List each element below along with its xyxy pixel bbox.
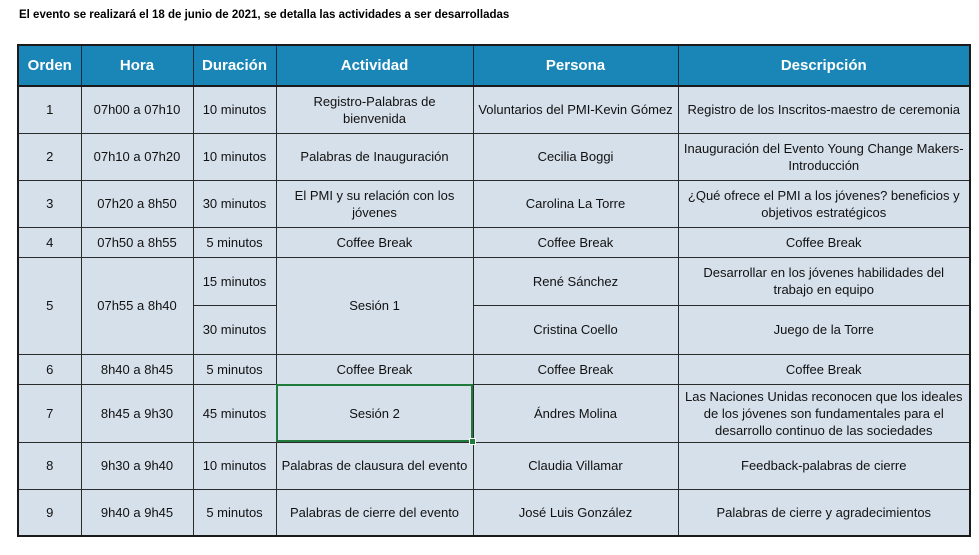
cell-orden[interactable]: 4 — [18, 227, 81, 257]
cell-actividad[interactable]: Coffee Break — [276, 354, 473, 384]
column-header-orden[interactable]: Orden — [18, 45, 81, 86]
cell-hora[interactable]: 07h00 a 07h10 — [81, 86, 193, 133]
cell-duracion[interactable]: 10 minutos — [193, 442, 276, 489]
cell-hora[interactable]: 8h45 a 9h30 — [81, 384, 193, 442]
schedule-table — [17, 44, 971, 537]
cell-descripcion[interactable]: Coffee Break — [678, 354, 970, 384]
cell-persona[interactable]: José Luis González — [473, 489, 678, 536]
cell-actividad[interactable]: El PMI y su relación con los jóvenes — [276, 180, 473, 227]
column-header-hora[interactable]: Hora — [81, 45, 193, 86]
cell-persona[interactable]: Coffee Break — [473, 227, 678, 257]
cell-orden[interactable]: 6 — [18, 354, 81, 384]
table-row — [18, 227, 970, 257]
cell-hora[interactable]: 9h40 a 9h45 — [81, 489, 193, 536]
column-header-actividad[interactable]: Actividad — [276, 45, 473, 86]
cell-persona[interactable]: Carolina La Torre — [473, 180, 678, 227]
cell-duracion[interactable]: 5 minutos — [193, 227, 276, 257]
cell-persona[interactable]: Cecilia Boggi — [473, 133, 678, 180]
cell-actividad[interactable]: Palabras de cierre del evento — [276, 489, 473, 536]
cell-actividad[interactable]: Registro-Palabras de bienvenida — [276, 86, 473, 133]
column-header-duracion[interactable]: Duración — [193, 45, 276, 86]
cell-descripcion[interactable]: Inauguración del Evento Young Change Makers-Introducción — [678, 133, 970, 180]
table-row — [18, 489, 970, 536]
cell-persona[interactable]: Coffee Break — [473, 354, 678, 384]
cell-orden[interactable]: 7 — [18, 384, 81, 442]
cell-descripcion[interactable]: Desarrollar en los jóvenes habilidades del trabajo en equipo — [678, 257, 970, 305]
table-row — [18, 384, 970, 442]
table-row — [18, 86, 970, 133]
cell-actividad-selected[interactable] — [276, 384, 473, 442]
cell-duracion[interactable]: 10 minutos — [193, 86, 276, 133]
cell-persona[interactable]: Claudia Villamar — [473, 442, 678, 489]
cell-actividad[interactable]: Palabras de Inauguración — [276, 133, 473, 180]
page-heading: El evento se realizará el 18 de junio de 2021, se detalla las actividades a ser desarrolladas — [19, 9, 510, 21]
cell-hora[interactable]: 07h50 a 8h55 — [81, 227, 193, 257]
cell-orden[interactable]: 8 — [18, 442, 81, 489]
cell-descripcion[interactable]: Feedback-palabras de cierre — [678, 442, 970, 489]
fill-handle[interactable] — [469, 438, 476, 445]
cell-orden[interactable]: 1 — [18, 86, 81, 133]
cell-duracion[interactable]: 5 minutos — [193, 354, 276, 384]
table-row — [18, 180, 970, 227]
cell-descripcion[interactable]: Juego de la Torre — [678, 305, 970, 354]
cell-actividad[interactable]: Sesión 1 — [276, 257, 473, 354]
table-row — [18, 442, 970, 489]
cell-duracion[interactable]: 5 minutos — [193, 489, 276, 536]
cell-orden[interactable]: 3 — [18, 180, 81, 227]
table-row — [18, 257, 970, 305]
cell-persona[interactable]: René Sánchez — [473, 257, 678, 305]
cell-descripcion[interactable]: Coffee Break — [678, 227, 970, 257]
column-header-descripcion[interactable]: Descripción — [678, 45, 970, 86]
cell-persona[interactable]: Cristina Coello — [473, 305, 678, 354]
cell-orden[interactable]: 9 — [18, 489, 81, 536]
cell-duracion[interactable]: 30 minutos — [193, 180, 276, 227]
cell-orden[interactable]: 5 — [18, 257, 81, 354]
cell-hora[interactable]: 07h20 a 8h50 — [81, 180, 193, 227]
cell-descripcion[interactable]: Las Naciones Unidas reconocen que los ideales de los jóvenes son fundamentales para el desarrollo continuo de las sociedades — [678, 384, 970, 442]
cell-descripcion[interactable]: ¿Qué ofrece el PMI a los jóvenes? beneficios y objetivos estratégicos — [678, 180, 970, 227]
cell-actividad[interactable]: Palabras de clausura del evento — [276, 442, 473, 489]
cell-duracion[interactable]: 10 minutos — [193, 133, 276, 180]
cell-duracion[interactable]: 15 minutos — [193, 257, 276, 305]
cell-persona[interactable]: Voluntarios del PMI-Kevin Gómez — [473, 86, 678, 133]
cell-actividad-text: Sesión 2 — [349, 405, 400, 421]
cell-descripcion[interactable]: Registro de los Inscritos-maestro de ceremonia — [678, 86, 970, 133]
cell-hora[interactable]: 07h55 a 8h40 — [81, 257, 193, 354]
cell-hora[interactable]: 9h30 a 9h40 — [81, 442, 193, 489]
cell-hora[interactable]: 8h40 a 8h45 — [81, 354, 193, 384]
cell-orden[interactable]: 2 — [18, 133, 81, 180]
cell-duracion[interactable]: 30 minutos — [193, 305, 276, 354]
cell-descripcion[interactable]: Palabras de cierre y agradecimientos — [678, 489, 970, 536]
cell-duracion[interactable]: 45 minutos — [193, 384, 276, 442]
table-row — [18, 133, 970, 180]
table-row — [18, 354, 970, 384]
column-header-persona[interactable]: Persona — [473, 45, 678, 86]
cell-persona[interactable]: Ándres Molina — [473, 384, 678, 442]
header-row — [18, 45, 970, 86]
cell-actividad[interactable]: Coffee Break — [276, 227, 473, 257]
cell-hora[interactable]: 07h10 a 07h20 — [81, 133, 193, 180]
